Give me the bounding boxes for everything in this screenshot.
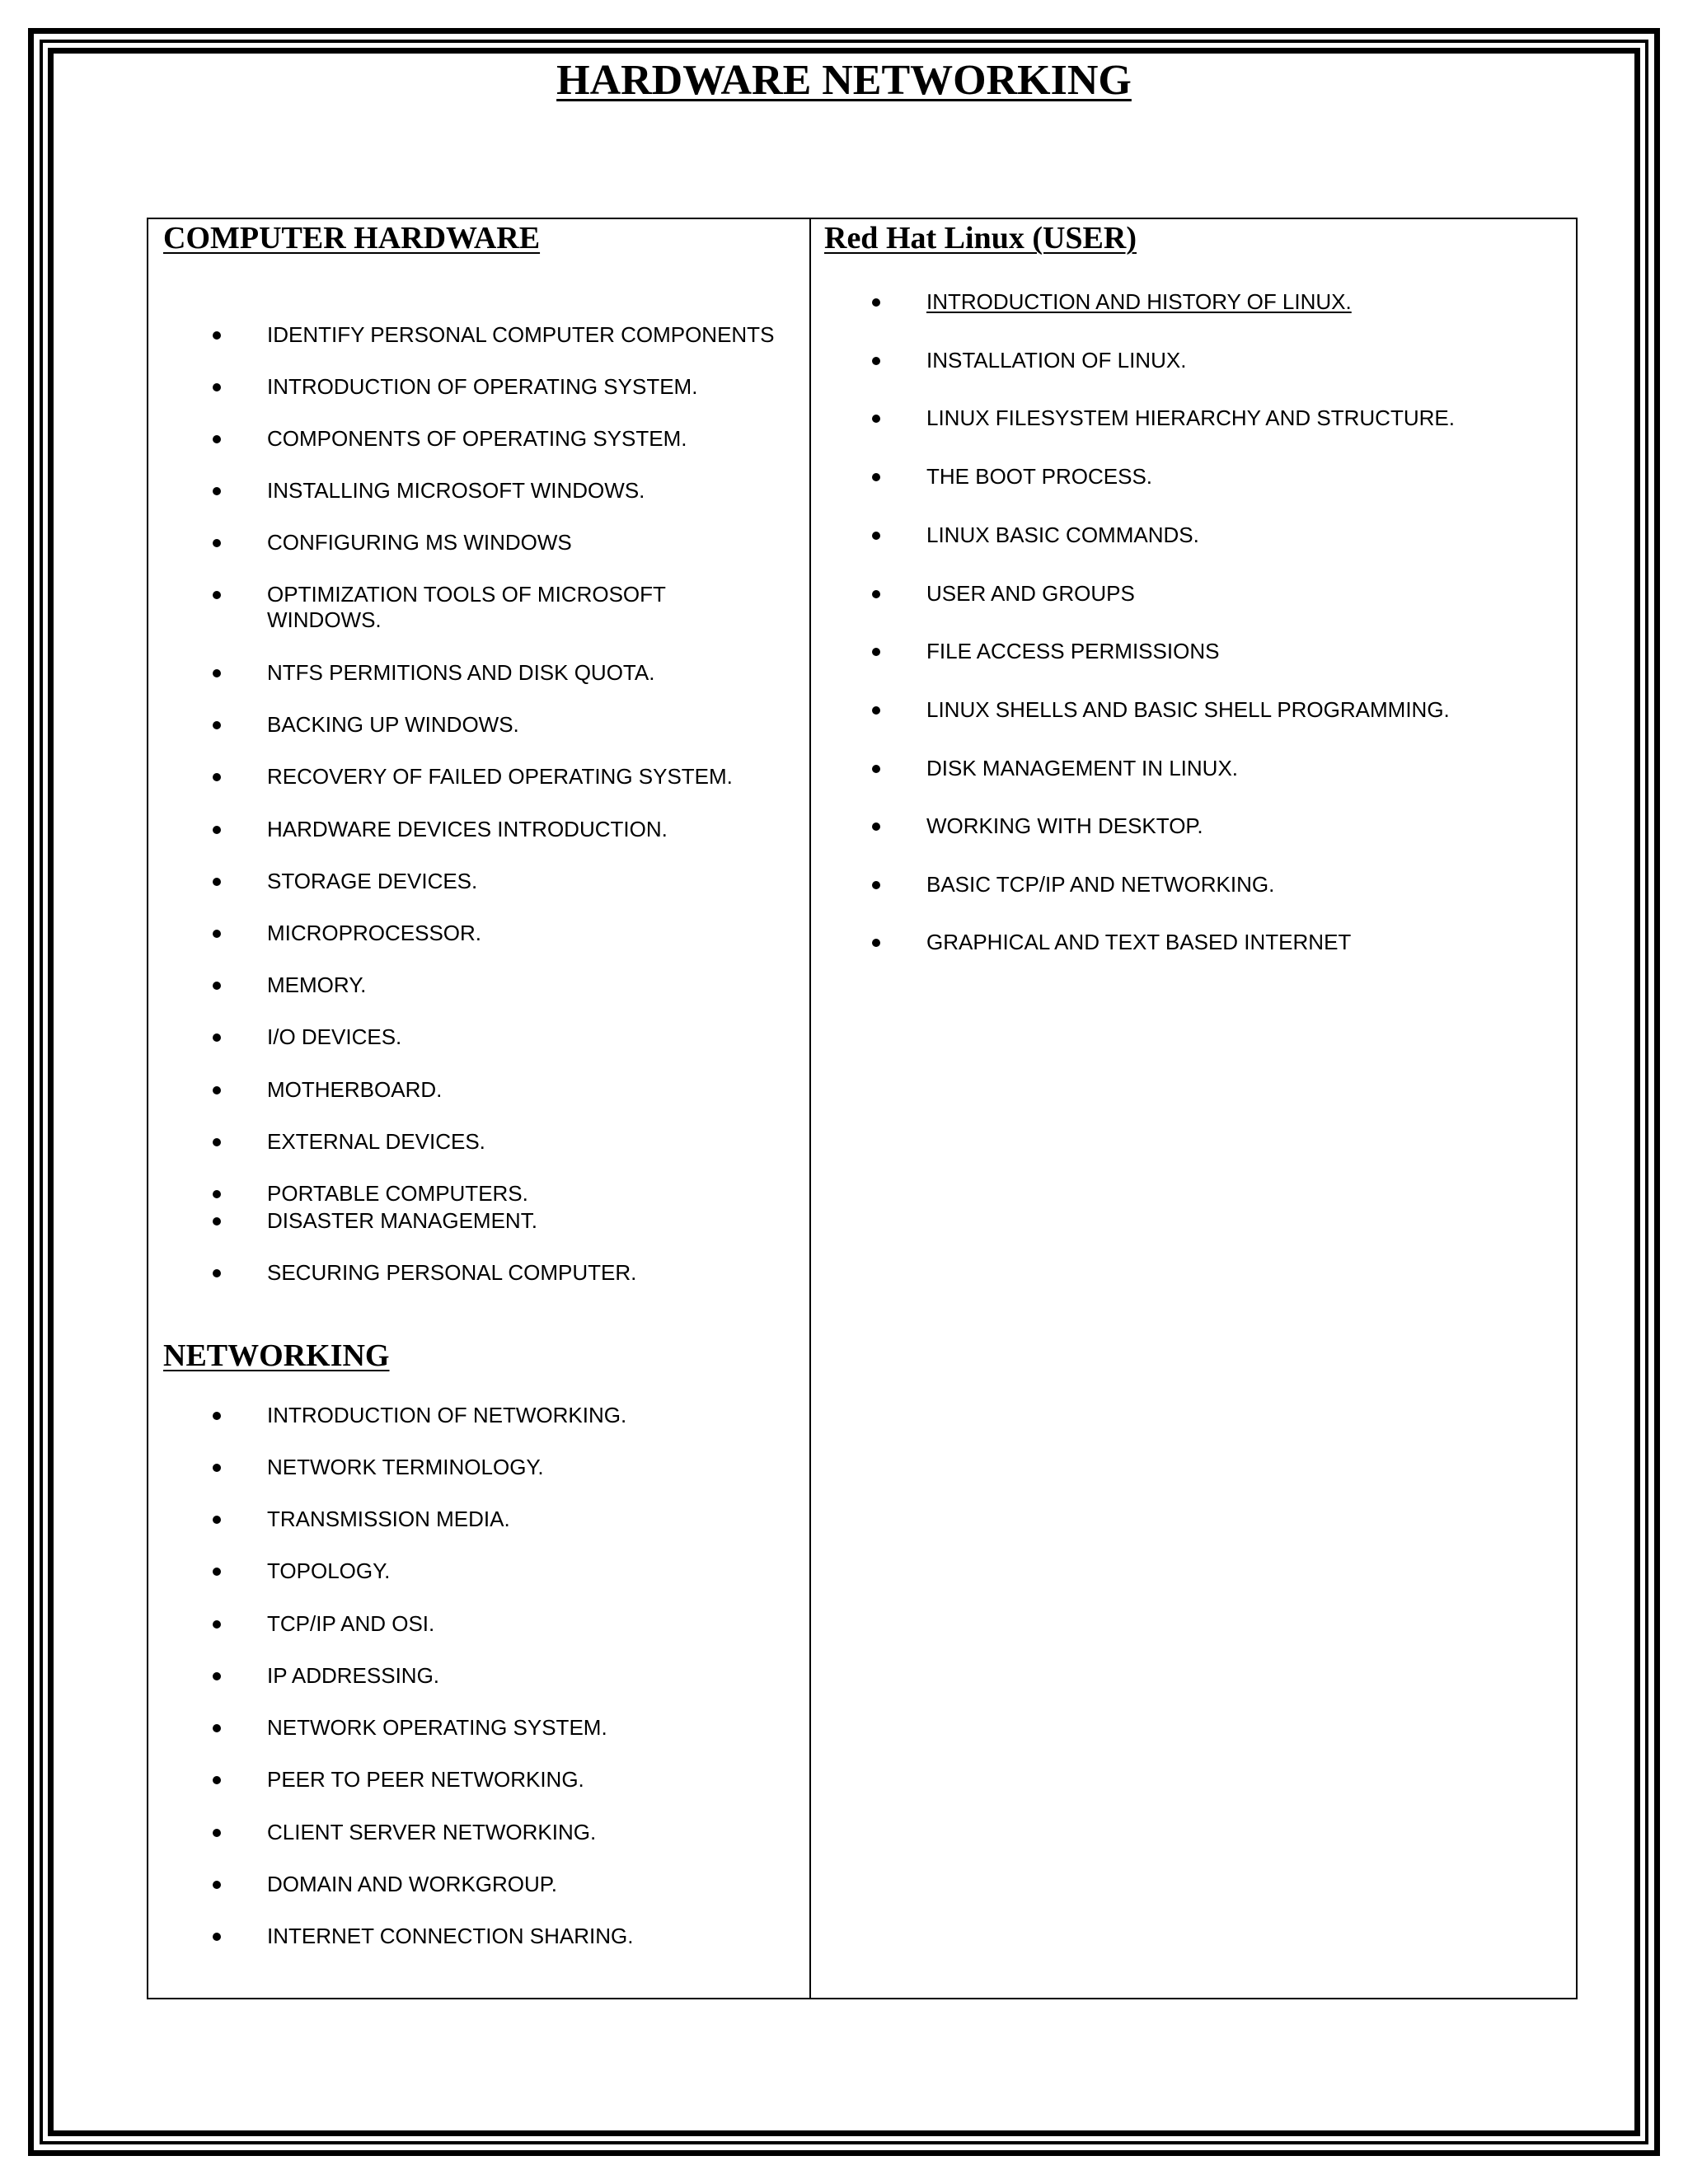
bullet-icon: [872, 939, 880, 947]
list-item: GRAPHICAL AND TEXT BASED INTERNET: [872, 930, 1351, 955]
list-item: BASIC TCP/IP AND NETWORKING.: [872, 872, 1274, 898]
list-item: TCP/IP AND OSI.: [213, 1611, 434, 1637]
document-title: HARDWARE NETWORKING: [556, 57, 1132, 104]
list-item: NTFS PERMITIONS AND DISK QUOTA.: [213, 660, 654, 686]
bullet-icon: [213, 982, 221, 990]
bullet-icon: [213, 1776, 221, 1784]
bullet-icon: [872, 473, 880, 481]
list-item: DOMAIN AND WORKGROUP.: [213, 1872, 557, 1897]
list-item: SECURING PERSONAL COMPUTER.: [213, 1260, 636, 1286]
list-item: INTERNET CONNECTION SHARING.: [213, 1924, 633, 1949]
list-item: THE BOOT PROCESS.: [872, 464, 1152, 490]
bullet-icon: [213, 331, 221, 340]
list-item: LINUX SHELLS AND BASIC SHELL PROGRAMMING.: [872, 697, 1450, 723]
bullet-icon: [213, 1464, 221, 1472]
list-item: NETWORK TERMINOLOGY.: [213, 1455, 544, 1480]
list-item: IDENTIFY PERSONAL COMPUTER COMPONENTS: [213, 322, 774, 348]
bullet-icon: [213, 1568, 221, 1576]
list-item: STORAGE DEVICES.: [213, 869, 477, 894]
list-item: HARDWARE DEVICES INTRODUCTION.: [213, 817, 668, 842]
computer-hardware-heading: COMPUTER HARDWARE: [163, 221, 541, 255]
list-item: TRANSMISSION MEDIA.: [213, 1507, 510, 1532]
bullet-icon: [872, 415, 880, 423]
list-item: MEMORY.: [213, 972, 366, 998]
bullet-icon: [872, 590, 880, 598]
list-item: FILE ACCESS PERMISSIONS: [872, 639, 1219, 664]
list-item: CLIENT SERVER NETWORKING.: [213, 1820, 596, 1845]
bullet-icon: [213, 1620, 221, 1629]
bullet-icon: [213, 1269, 221, 1277]
bullet-icon: [213, 1516, 221, 1524]
bullet-icon: [872, 298, 880, 307]
list-item: LINUX FILESYSTEM HIERARCHY AND STRUCTURE.: [872, 405, 1455, 431]
bullet-icon: [213, 435, 221, 443]
list-item: BACKING UP WINDOWS.: [213, 712, 519, 738]
bullet-icon: [872, 532, 880, 540]
list-item: DISK MANAGEMENT IN LINUX.: [872, 756, 1238, 781]
bullet-icon: [213, 1086, 221, 1094]
list-item: NETWORK OPERATING SYSTEM.: [213, 1715, 607, 1741]
list-item: RECOVERY OF FAILED OPERATING SYSTEM.: [213, 764, 733, 790]
bullet-icon: [213, 773, 221, 781]
list-item: TOPOLOGY.: [213, 1558, 390, 1584]
bullet-icon: [213, 669, 221, 677]
list-item: COMPONENTS OF OPERATING SYSTEM.: [213, 426, 687, 452]
list-item: PORTABLE COMPUTERS.: [213, 1181, 528, 1207]
bullet-icon: [213, 487, 221, 495]
list-item: INTRODUCTION OF NETWORKING.: [213, 1403, 626, 1428]
list-item: PEER TO PEER NETWORKING.: [213, 1767, 584, 1793]
column-divider: [809, 219, 811, 1998]
list-item: OPTIMIZATION TOOLS OF MICROSOFT WINDOWS.: [213, 582, 712, 633]
bullet-icon: [213, 1672, 221, 1680]
list-item: INSTALLING MICROSOFT WINDOWS.: [213, 478, 645, 504]
bullet-icon: [213, 878, 221, 886]
bullet-icon: [213, 826, 221, 834]
bullet-icon: [213, 591, 221, 599]
bullet-icon: [872, 765, 880, 773]
bullet-icon: [213, 930, 221, 938]
bullet-icon: [213, 383, 221, 391]
bullet-icon: [213, 1217, 221, 1226]
bullet-icon: [213, 1033, 221, 1042]
bullet-icon: [872, 706, 880, 715]
bullet-icon: [213, 1724, 221, 1732]
bullet-icon: [213, 1190, 221, 1198]
list-item: DISASTER MANAGEMENT.: [213, 1208, 537, 1234]
list-item: INSTALLATION OF LINUX.: [872, 348, 1186, 373]
bullet-icon: [872, 881, 880, 889]
list-item: INTRODUCTION AND HISTORY OF LINUX.: [872, 289, 1352, 315]
bullet-icon: [213, 1933, 221, 1941]
list-item: INTRODUCTION OF OPERATING SYSTEM.: [213, 374, 697, 400]
list-item: LINUX BASIC COMMANDS.: [872, 523, 1199, 548]
bullet-icon: [872, 648, 880, 656]
bullet-icon: [213, 1829, 221, 1837]
bullet-icon: [213, 1138, 221, 1146]
bullet-icon: [872, 823, 880, 831]
list-item: WORKING WITH DESKTOP.: [872, 813, 1203, 839]
bullet-icon: [213, 1412, 221, 1420]
list-item: IP ADDRESSING.: [213, 1663, 439, 1689]
list-item: I/O DEVICES.: [213, 1024, 401, 1050]
red-hat-linux-heading: Red Hat Linux (USER): [824, 221, 1137, 255]
list-item: MOTHERBOARD.: [213, 1077, 442, 1103]
bullet-icon: [872, 357, 880, 365]
networking-heading: NETWORKING: [163, 1338, 390, 1373]
list-item: EXTERNAL DEVICES.: [213, 1129, 485, 1155]
list-item: CONFIGURING MS WINDOWS: [213, 530, 572, 555]
list-item: MICROPROCESSOR.: [213, 921, 481, 946]
list-item: USER AND GROUPS: [872, 581, 1135, 607]
bullet-icon: [213, 721, 221, 729]
bullet-icon: [213, 1881, 221, 1889]
bullet-icon: [213, 539, 221, 547]
